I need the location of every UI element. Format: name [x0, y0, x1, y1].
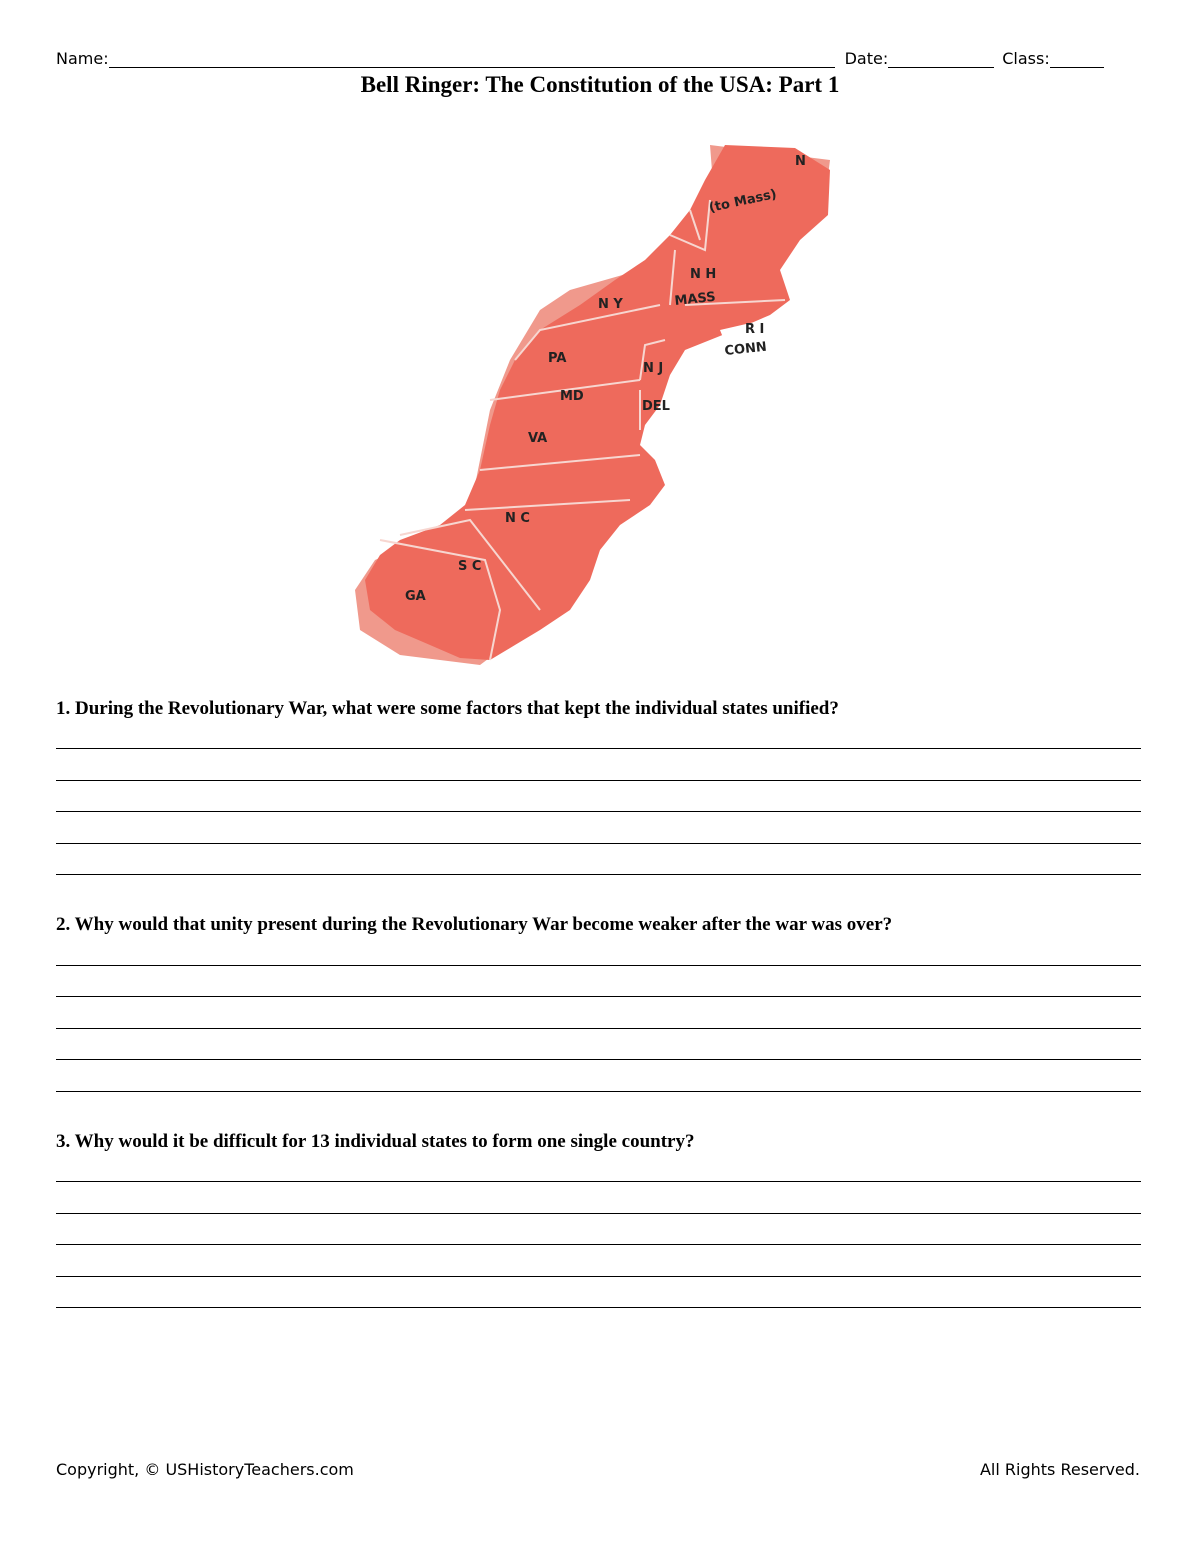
answer-line-3-1[interactable]: [56, 1181, 1141, 1182]
answer-line-1-5[interactable]: [56, 874, 1141, 875]
name-blank[interactable]: [109, 49, 835, 68]
answer-line-2-5[interactable]: [56, 1091, 1141, 1092]
answer-line-3-3[interactable]: [56, 1244, 1141, 1245]
map-label-nh: N H: [690, 267, 717, 282]
map-label-del: DEL: [642, 399, 670, 414]
map-label-va: VA: [528, 431, 548, 446]
page-title: Bell Ringer: The Constitution of the USA: Part 1: [360, 72, 840, 97]
date-label: Date:: [844, 49, 889, 68]
class-blank[interactable]: [1050, 49, 1104, 68]
question-2: 2. Why would that unity present during the Revolutionary War become weaker after the war was over?: [56, 914, 893, 935]
question-1: 1. During the Revolutionary War, what were some factors that kept the individual states unified?: [56, 698, 839, 719]
colonies-shape: [365, 145, 830, 660]
answer-line-1-3[interactable]: [56, 811, 1141, 812]
answer-line-2-2[interactable]: [56, 996, 1141, 997]
answer-line-1-1[interactable]: [56, 748, 1141, 749]
rights-notice: All Rights Reserved.: [979, 1460, 1140, 1479]
map-label-to-mass: (to Mass): [707, 186, 779, 216]
map-label-conn: CONN: [723, 339, 768, 359]
answer-line-3-4[interactable]: [56, 1276, 1141, 1277]
map-label-ri: R I: [745, 322, 765, 337]
answer-line-2-3[interactable]: [56, 1028, 1141, 1029]
map-label-ny: N Y: [598, 297, 623, 312]
answer-line-3-5[interactable]: [56, 1307, 1141, 1308]
answer-line-1-2[interactable]: [56, 780, 1141, 781]
map-label-mass: MASS: [673, 289, 717, 309]
map-label-nc: N C: [505, 511, 530, 526]
date-blank[interactable]: [888, 49, 994, 68]
copyright-notice: Copyright, © USHistoryTeachers.com: [56, 1460, 354, 1479]
map-label-pa: PA: [548, 351, 567, 366]
map-label-ga: GA: [405, 589, 426, 604]
map-image: [340, 140, 840, 670]
answer-line-1-4[interactable]: [56, 843, 1141, 844]
map-label-sc: S C: [458, 559, 482, 574]
answer-line-3-2[interactable]: [56, 1213, 1141, 1214]
thirteen-colonies-map: [340, 140, 840, 670]
answer-line-2-4[interactable]: [56, 1059, 1141, 1060]
map-label-nj: N J: [643, 361, 664, 376]
name-label: Name:: [56, 49, 109, 68]
answer-line-2-1[interactable]: [56, 965, 1141, 966]
map-label-n: N: [795, 154, 806, 169]
student-info-header: [56, 44, 1118, 68]
question-3: 3. Why would it be difficult for 13 individual states to form one single country?: [56, 1131, 695, 1152]
class-label: Class:: [1002, 49, 1050, 68]
map-label-md: MD: [560, 389, 584, 404]
